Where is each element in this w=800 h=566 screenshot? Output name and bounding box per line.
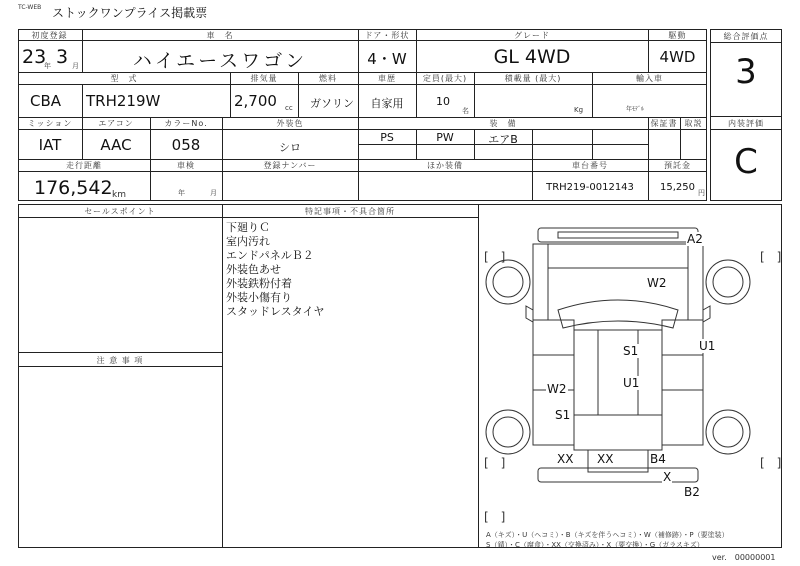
- damage-xx-1: XX: [557, 452, 574, 466]
- damage-s1-center: S1: [623, 344, 639, 358]
- list-item: 外装小傷有り: [226, 291, 292, 304]
- notes-special-label: 特記事項・不具合箇所: [305, 207, 395, 216]
- exterior-color-label: 外装色: [276, 119, 304, 128]
- damage-b2: B2: [684, 485, 700, 499]
- chassis-label: 車台番号: [572, 161, 608, 170]
- damage-w2-left: W2: [547, 382, 567, 396]
- sales-point-label: セールスポイント: [84, 207, 156, 216]
- damage-w2-top: W2: [647, 276, 667, 290]
- car-name-value: ハイエースワゴン: [132, 50, 308, 72]
- deposit-value: 15,250: [660, 182, 695, 193]
- legend-line-1: A（キズ）・U（ヘコミ）・B（キズを伴うヘコミ）・W（補修跡）・P（要塗装）: [486, 531, 729, 539]
- bracket-bl: [ ]: [484, 456, 506, 470]
- first-reg-month: 3: [56, 46, 69, 68]
- warranty-label: 保証書: [650, 119, 678, 128]
- yen-unit: 円: [698, 189, 705, 197]
- damage-x: X: [663, 470, 672, 484]
- kg-unit: Kg: [574, 106, 584, 114]
- damage-u1-right: U1: [699, 339, 716, 353]
- mileage-value: 176,542: [34, 177, 113, 199]
- deposit-label: 預託金: [664, 161, 691, 170]
- year-unit: 年: [44, 62, 51, 70]
- inspection-year-unit: 年: [178, 189, 185, 197]
- version-label: ver. 00000001: [712, 553, 776, 562]
- exterior-color-value: シロ: [279, 141, 301, 154]
- car-diagram: [478, 210, 782, 528]
- equipment-label: 装 備: [489, 119, 517, 128]
- overall-score-label: 総合評価点: [723, 32, 769, 41]
- displacement-label: 排気量: [250, 74, 278, 83]
- door-value: 4・W: [367, 50, 407, 68]
- model-label: 型 式: [110, 74, 138, 83]
- cc-unit: cc: [285, 104, 293, 112]
- equip-ab-value: エアB: [488, 133, 518, 146]
- load-label: 積載量 (最大): [504, 74, 562, 83]
- mission-value: IAT: [38, 136, 62, 154]
- manual-label: 取説: [684, 119, 703, 128]
- notes-list: [226, 221, 324, 319]
- usage-value: 自家用: [370, 97, 404, 110]
- mileage-label: 走行距離: [66, 161, 102, 170]
- aircon-label: エアコン: [98, 119, 134, 128]
- damage-xx-2: XX: [597, 452, 614, 466]
- import-label: 輸入車: [636, 74, 663, 83]
- aircon-value: AAC: [100, 136, 132, 154]
- mission-label: ミッション: [27, 119, 73, 128]
- bracket-tl: [ ]: [484, 250, 506, 264]
- capacity-value: 10: [436, 95, 450, 108]
- model-value: TRH219W: [86, 92, 161, 110]
- first-reg-label: 初度登録: [31, 31, 68, 40]
- bracket-bottom: [ ]: [484, 510, 506, 524]
- equip-pw-value: PW: [436, 131, 454, 144]
- overall-score-value: 3: [735, 52, 757, 92]
- interior-score-label: 内装評価: [728, 119, 764, 128]
- list-item: 下廻りＣ: [226, 221, 270, 234]
- damage-a2: A2: [687, 232, 703, 246]
- km-unit: km: [112, 190, 126, 200]
- fuel-value: ガソリン: [310, 97, 354, 110]
- list-item: 室内汚れ: [226, 235, 270, 248]
- car-name-label: 車 名: [206, 31, 234, 40]
- plate-label: 登録ナンバー: [263, 161, 317, 170]
- people-unit: 名: [462, 107, 469, 115]
- damage-s1-left: S1: [555, 408, 571, 422]
- other-equipment-label: ほか装備: [427, 161, 463, 170]
- legend-line-2: S（錆）・C（腐食）・XX（交換済み）・X（要交換）・G（ガラスキズ）: [486, 541, 704, 549]
- fuel-label: 燃料: [319, 74, 337, 83]
- interior-score-value: C: [734, 142, 758, 182]
- displacement-value: 2,700: [234, 92, 277, 110]
- inspection-month-unit: 月: [210, 189, 217, 197]
- chassis-value: TRH219-0012143: [546, 182, 634, 193]
- logo: [18, 4, 41, 11]
- model-year-unit: 年ﾓﾃﾞﾙ: [626, 106, 645, 113]
- model-prefix-value: CBA: [30, 92, 62, 110]
- damage-u1-center: U1: [623, 376, 640, 390]
- month-unit: 月: [72, 62, 79, 70]
- door-shape-label: ドア・形状: [364, 31, 410, 40]
- damage-legend: [486, 530, 729, 550]
- drive-value: 4WD: [659, 48, 696, 66]
- drive-label: 駆動: [668, 31, 687, 40]
- list-item: エンドパネルＢ２: [226, 249, 314, 262]
- usage-label: 車歴: [378, 74, 396, 83]
- list-item: 外装色あせ: [226, 263, 281, 276]
- logo-text: TC-WEB: [18, 4, 42, 11]
- bracket-br: [ ]: [760, 456, 782, 470]
- caution-label: 注 意 事 項: [96, 356, 144, 365]
- bracket-tr: [ ]: [760, 250, 782, 264]
- list-item: 外装鉄粉付着: [226, 277, 292, 290]
- color-no-label: カラーNo.: [164, 119, 208, 128]
- damage-b4: B4: [650, 452, 666, 466]
- inspection-label: 車検: [177, 161, 195, 170]
- first-reg-year: 23: [22, 46, 47, 68]
- list-item: スタッドレスタイヤ: [226, 305, 325, 318]
- color-no-value: 058: [171, 136, 201, 154]
- page-title: ストックワンプライス掲載票: [52, 6, 208, 20]
- grade-label: グレード: [514, 31, 550, 40]
- grade-value: GL 4WD: [493, 46, 571, 68]
- capacity-label: 定員(最大): [422, 74, 468, 83]
- equip-ps-value: PS: [380, 131, 394, 144]
